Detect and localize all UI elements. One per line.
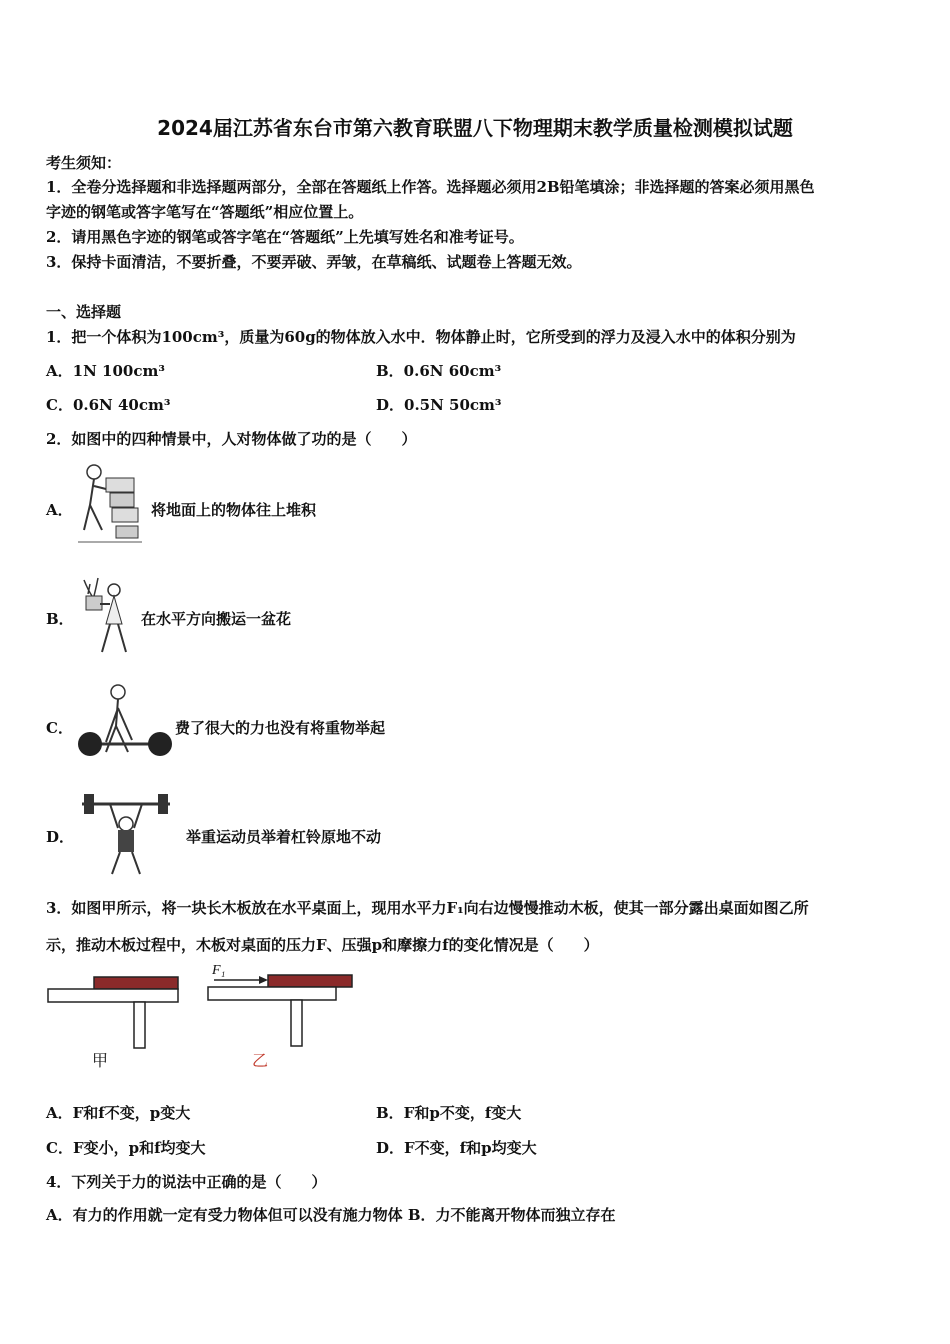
section-heading: 一、选择题 [46, 303, 122, 321]
q2-option-a-text: 将地面上的物体往上堆积 [151, 501, 317, 519]
label-yi: 乙 [252, 1051, 269, 1070]
q3-option-a[interactable]: A．F和f不变，p变大 [46, 1104, 191, 1122]
q3-option-b[interactable]: B．F和p不变，f变大 [376, 1104, 522, 1122]
worker-stacking-boxes-image [76, 460, 146, 550]
page-title: 2024届江苏省东台市第六教育联盟八下物理期末教学质量检测模拟试题 [157, 116, 793, 140]
q2-option-d-label[interactable]: D． [46, 828, 75, 846]
q2-option-d-text: 举重运动员举着杠铃原地不动 [186, 828, 382, 846]
q2-stem: 2．如图中的四种情景中，人对物体做了功的是（ ） [46, 430, 417, 448]
notice-item-1: 1．全卷分选择题和非选择题两部分，全部在答题纸上作答。选择题必须用2B铅笔填涂；非选择题的答案必须用黑色 [46, 178, 815, 196]
notice-item-3: 3．保持卡面清洁，不要折叠，不要弄破、弄皱，在草稿纸、试题卷上答题无效。 [46, 253, 582, 271]
q1-option-b[interactable]: B．0.6N 60cm³ [376, 362, 502, 380]
person-carrying-flowerpot-image [76, 576, 136, 660]
table-top-jia [48, 989, 178, 1002]
q3-option-c[interactable]: C．F变小，p和f均变大 [46, 1139, 206, 1157]
notice-item-2: 2．请用黑色字迹的钢笔或答字笔在“答题纸”上先填写姓名和准考证号。 [46, 228, 524, 246]
board-yi [268, 975, 352, 987]
q3-option-d[interactable]: D．F不变，f和p均变大 [376, 1139, 537, 1157]
person-failing-to-lift-weight-image [76, 682, 172, 766]
table-top-yi [208, 987, 336, 1000]
q1-stem: 1．把一个体积为100cm³，质量为60g的物体放入水中．物体静止时，它所受到的浮力及浸入水中的体积分别为 [46, 328, 796, 346]
q2-option-c-text: 费了很大的力也没有将重物举起 [175, 719, 386, 737]
board-jia [94, 977, 178, 989]
q3-stem-line1: 3．如图甲所示，将一块长木板放在水平桌面上，现用水平力F₁向右边慢慢推动木板，使其一部分露出桌面如图乙所 [46, 899, 809, 917]
q1-option-c[interactable]: C．0.6N 40cm³ [46, 396, 171, 414]
q1-option-a[interactable]: A．1N 100cm³ [46, 362, 165, 380]
notice-item-1-cont: 字迹的钢笔或答字笔写在“答题纸”相应位置上。 [46, 203, 364, 221]
q4-options-ab[interactable]: A．有力的作用就一定有受力物体但可以没有施力物体 B．力不能离开物体而独立存在 [46, 1206, 616, 1224]
q1-option-d[interactable]: D．0.5N 50cm³ [376, 396, 502, 414]
q4-stem: 4．下列关于力的说法中正确的是（ ） [46, 1173, 327, 1191]
q2-option-b-label[interactable]: B． [46, 610, 74, 628]
table-leg-jia [134, 1002, 145, 1048]
q3-stem-line2: 示，推动木板过程中，木板对桌面的压力F、压强p和摩擦力f的变化情况是（ ） [46, 936, 599, 954]
q2-option-b-text: 在水平方向搬运一盆花 [141, 610, 292, 628]
q2-option-a-label[interactable]: A． [46, 501, 73, 519]
notice-heading: 考生须知： [46, 154, 122, 172]
force-arrow-head [259, 976, 268, 984]
force-label: F₁ [212, 963, 226, 978]
weightlifter-holding-barbell-image [76, 790, 176, 878]
table-leg-yi [291, 1000, 302, 1046]
q2-option-c-label[interactable]: C． [46, 719, 73, 737]
label-jia: 甲 [92, 1051, 109, 1070]
